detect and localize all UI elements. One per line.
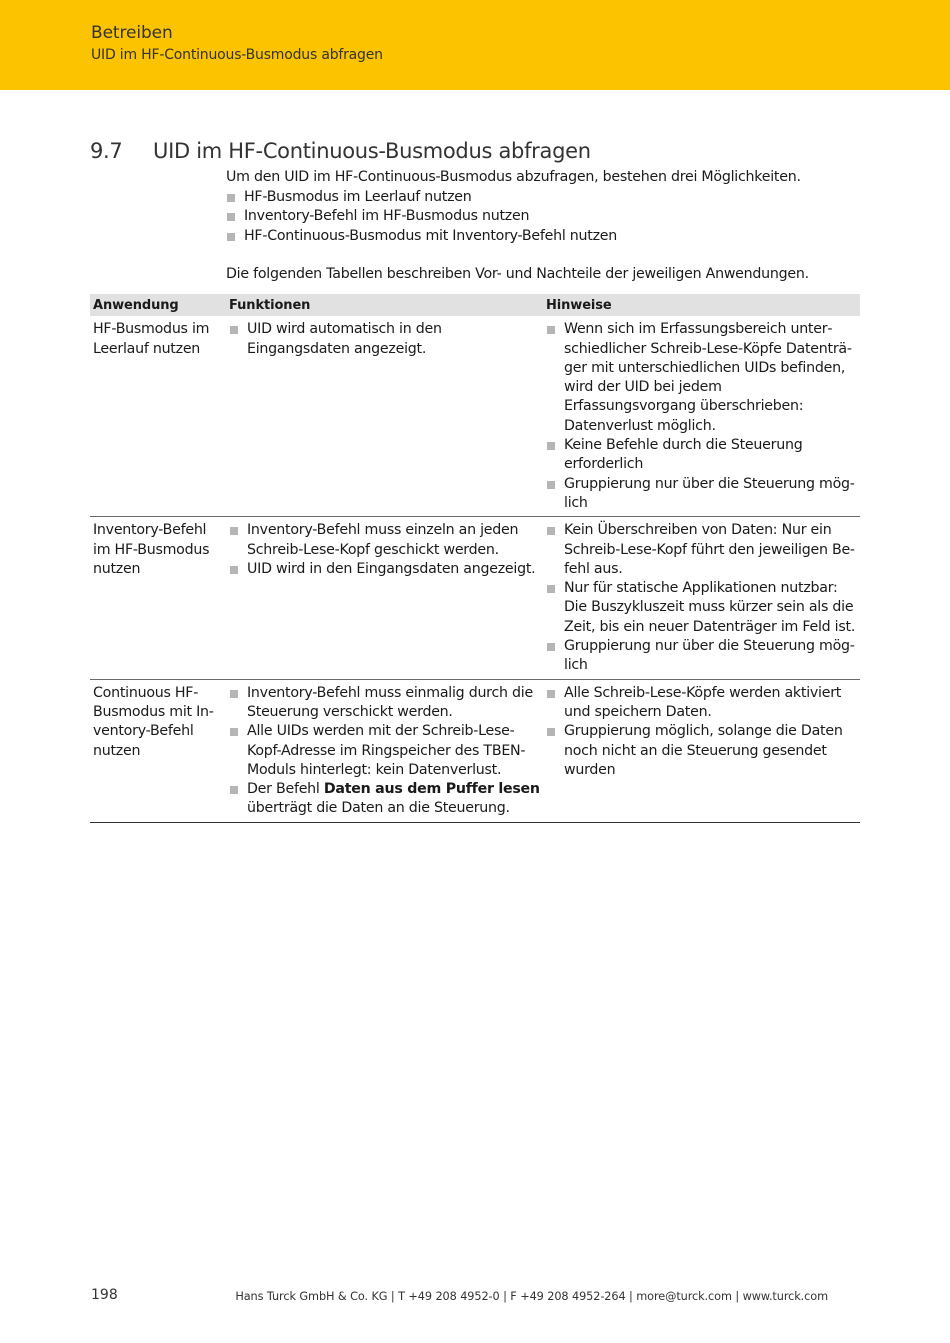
header-subtitle: UID im HF-Continuous-Busmodus abfragen <box>91 47 383 63</box>
square-bullet-icon <box>227 213 235 221</box>
notes-cell <box>543 679 860 822</box>
list-item: Wenn sich im Erfassungsbereich unterschiedlicher Schreib-Lese-Köpfe Datenträger mit unterschiedlichen UIDs befinden, wird der UID bei jedem Erfassungsvorgang überschrieben: Datenverlust möglich. <box>546 320 857 436</box>
square-bullet-icon <box>547 527 555 535</box>
list-item: UID wird in den Eingangsdaten angezeigt. <box>229 560 540 579</box>
application-cell: Continuous HF-Busmodus mit Inventory-Befehl nutzen <box>90 679 226 822</box>
application-cell: Inventory-Befehl im HF-Busmodus nutzen <box>90 517 226 679</box>
list-item: Gruppierung nur über die Steuerung möglich <box>546 475 857 514</box>
notes-cell <box>543 517 860 679</box>
column-header-notes: Hinweise <box>543 294 860 316</box>
table-intro-text: Die folgenden Tabellen beschreiben Vor- und Nachteile der jeweiligen Anwendungen. <box>226 266 809 282</box>
section-number: 9.7 <box>90 139 123 163</box>
list-item: Gruppierung nur über die Steuerung möglich <box>546 637 857 676</box>
square-bullet-icon <box>547 585 555 593</box>
functions-cell <box>226 316 543 516</box>
square-bullet-icon <box>547 643 555 651</box>
list-item: UID wird automatisch in den Eingangsdaten angezeigt. <box>229 320 540 359</box>
list-item: Nur für statische Applikationen nutzbar: Die Buszykluszeit muss kürzer sein als die Zeit, bis ein neuer Datenträger im Feld ist. <box>546 579 857 637</box>
square-bullet-icon <box>227 194 235 202</box>
table-header-row <box>90 294 860 316</box>
square-bullet-icon <box>230 690 238 698</box>
section-heading <box>90 139 591 163</box>
section-title: UID im HF-Continuous-Busmodus abfragen <box>153 139 591 163</box>
list-item: Gruppierung möglich, solange die Daten noch nicht an die Steuerung gesendet wurden <box>546 722 857 780</box>
list-item: Kein Überschreiben von Daten: Nur ein Schreib-Lese-Kopf führt den jeweiligen Befehl aus. <box>546 521 857 579</box>
square-bullet-icon <box>547 690 555 698</box>
intro-text: Um den UID im HF-Continuous-Busmodus abzufragen, bestehen drei Möglichkeiten. <box>226 169 801 185</box>
intro-block <box>226 168 860 285</box>
square-bullet-icon <box>547 728 555 736</box>
list-item: Alle Schreib-Lese-Köpfe werden aktiviert und speichern Daten. <box>546 684 857 723</box>
options-list <box>226 188 860 247</box>
square-bullet-icon <box>230 566 238 574</box>
list-item: Alle UIDs werden mit der Schreib-Lese-Kopf-Adresse im Ringspeicher des TBEN-Moduls hinterlegt: kein Datenverlust. <box>229 722 540 780</box>
list-item: Der Befehl Daten aus dem Puffer lesen überträgt die Daten an die Steuerung. <box>229 780 540 819</box>
page-number: 198 <box>91 1287 118 1303</box>
square-bullet-icon <box>547 442 555 450</box>
list-item: Keine Befehle durch die Steuerung erforderlich <box>546 436 857 475</box>
square-bullet-icon <box>230 786 238 794</box>
header-title: Betreiben <box>91 23 173 43</box>
list-item: HF-Busmodus im Leerlauf nutzen <box>226 188 860 208</box>
comparison-table <box>90 294 860 823</box>
command-name: Daten aus dem Puffer lesen <box>323 781 540 798</box>
square-bullet-icon <box>230 326 238 334</box>
footer-company-info: Hans Turck GmbH & Co. KG | T +49 208 4952-0 | F +49 208 4952-264 | more@turck.com | www.turck.com <box>235 1290 828 1303</box>
table-row <box>90 316 860 516</box>
table-row <box>90 679 860 822</box>
column-header-application: Anwendung <box>90 294 226 316</box>
list-item: HF-Continuous-Busmodus mit Inventory-Befehl nutzen <box>226 227 860 247</box>
square-bullet-icon <box>230 527 238 535</box>
square-bullet-icon <box>230 728 238 736</box>
notes-cell <box>543 316 860 516</box>
application-cell: HF-Busmodus im Leerlauf nutzen <box>90 316 226 516</box>
square-bullet-icon <box>547 326 555 334</box>
table-row <box>90 517 860 679</box>
list-item: Inventory-Befehl muss einzeln an jeden Schreib-Lese-Kopf geschickt werden. <box>229 521 540 560</box>
list-item: Inventory-Befehl im HF-Busmodus nutzen <box>226 207 860 227</box>
square-bullet-icon <box>547 481 555 489</box>
functions-cell <box>226 517 543 679</box>
column-header-functions: Funktionen <box>226 294 543 316</box>
list-item: Inventory-Befehl muss einmalig durch die Steuerung verschickt werden. <box>229 684 540 723</box>
page-header <box>0 0 950 90</box>
square-bullet-icon <box>227 233 235 241</box>
functions-cell <box>226 679 543 822</box>
